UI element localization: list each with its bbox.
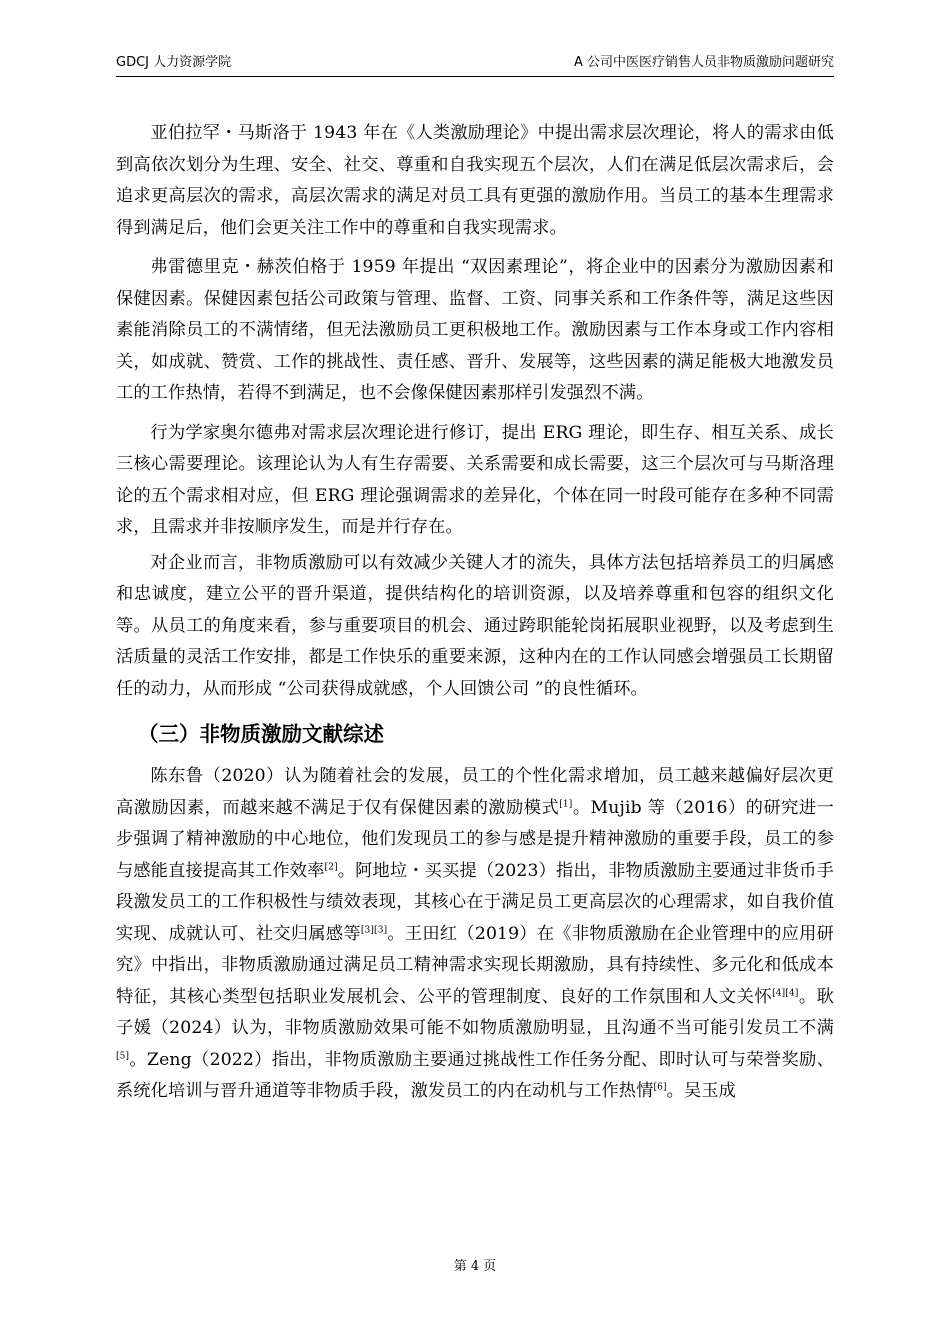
citation-ref: [2] <box>324 861 338 872</box>
page-number: 第 4 页 <box>453 1259 497 1274</box>
paragraph-erg: 行为学家奥尔德弗对需求层次理论进行修订，提出 ERG 理论，即生存、相互关系、成长三核心需要理论。该理论认为人有生存需要、关系需要和成长需要，这三个层次可与马斯洛理论的五个需求相对应，但 ERG 理论强调需求的差异化，个体在同一时段可能存在多种不同需求，且需求并非按顺序发生，而是并行存在。 <box>116 422 834 537</box>
citation-ref: [4][4] <box>772 987 799 998</box>
citation-ref: [6] <box>653 1082 667 1093</box>
paragraph-enterprise: 对企业而言，非物质激励可以有效减少关键人才的流失，具体方法包括培养员工的归属感和忠诚度，建立公平的晋升渠道，提供结构化的培训资源，以及培养尊重和包容的组织文化等。从员工的角度来看，参与重要项目的机会、通过跨职能轮岗拓展职业视野，以及考虑到生活质量的灵活工作安排，都是工作快乐的重要来源，这种内在的工作认同感会增强员工长期留任的动力，从而形成 “公司获得成就感，个人回馈公司 ”的良性循环。 <box>116 552 834 699</box>
paragraph-maslow: 亚伯拉罕・马斯洛于 1943 年在《人类激励理论》中提出需求层次理论，将人的需求由低到高依次划分为生理、安全、社交、尊重和自我实现五个层次，人们在满足低层次需求后，会追求更高层次的需求，高层次需求的满足对员工具有更强的激励作用。当员工的基本生理需求得到满足后，他们会更关注工作中的尊重和自我实现需求。 <box>116 123 834 238</box>
section-heading: （三）非物质激励文献综述 <box>138 722 384 746</box>
page-header <box>116 50 834 77</box>
citation-ref: [5] <box>116 1050 130 1061</box>
review-text: 。阿地垃・买买提（2023）指出，非物质激励主要通过非货币手段激发员工的工作积极性与绩效表现，其核心在于满足员工更高层次的心理需求，如自我价值实现、成就认可、社交归属感等 <box>116 860 834 944</box>
review-text: 。耿子媛（2024）认为，非物质激励效果可能不如物质激励明显，且沟通不当可能引发员工不满 <box>116 986 834 1038</box>
citation-ref: [1] <box>559 798 573 809</box>
paragraph-herzberg: 弗雷德里克・赫茨伯格于 1959 年提出 “双因素理论”，将企业中的因素分为激励因素和保健因素。保健因素包括公司政策与管理、监督、工资、同事关系和工作条件等，满足这些因素能消除员工的不满情绪，但无法激励员工更积极地工作。激励因素与工作本身或工作内容相关，如成就、赞赏、工作的挑战性、责任感、晋升、发展等，这些因素的满足能极大地激发员工的工作热情，若得不到满足，也不会像保健因素那样引发强烈不满。 <box>116 257 834 403</box>
review-text: 。Zeng（2022）指出，非物质激励主要通过挑战性工作任务分配、即时认可与荣誉奖励、系统化培训与晋升通道等非物质手段，激发员工的内在动机与工作热情 <box>116 1049 834 1101</box>
review-text: 陈东鲁（2020）认为随着社会的发展，员工的个性化需求增加，员工越来越偏好层次更高激励因素，而越来越不满足于仅有保健因素的激励模式 <box>116 766 834 818</box>
paragraph-literature-review <box>116 761 834 1108</box>
review-text: 。吴玉成 <box>666 1081 737 1101</box>
citation-ref: [3][3] <box>360 924 388 935</box>
review-text: 。Mujib 等（2016）的研究进一步强调了精神激励的中心地位，他们发现员工的参与感是提升精神激励的重要手段，员工的参与感能直接提高其工作效率 <box>116 797 834 881</box>
review-text: 。王田红（2019）在《非物质激励在企业管理中的应用研究》中指出，非物质激励通过满足员工精神需求实现长期激励，具有持续性、多元化和低成本特征，其核心类型包括职业发展机会、公平的管理制度、良好的工作氛围和人文关怀 <box>116 923 835 1007</box>
body-text <box>116 118 834 1108</box>
header-institution: GDCJ 人力资源学院 <box>116 55 232 70</box>
header-thesis-title: A 公司中医医疗销售人员非物质激励问题研究 <box>573 55 834 70</box>
